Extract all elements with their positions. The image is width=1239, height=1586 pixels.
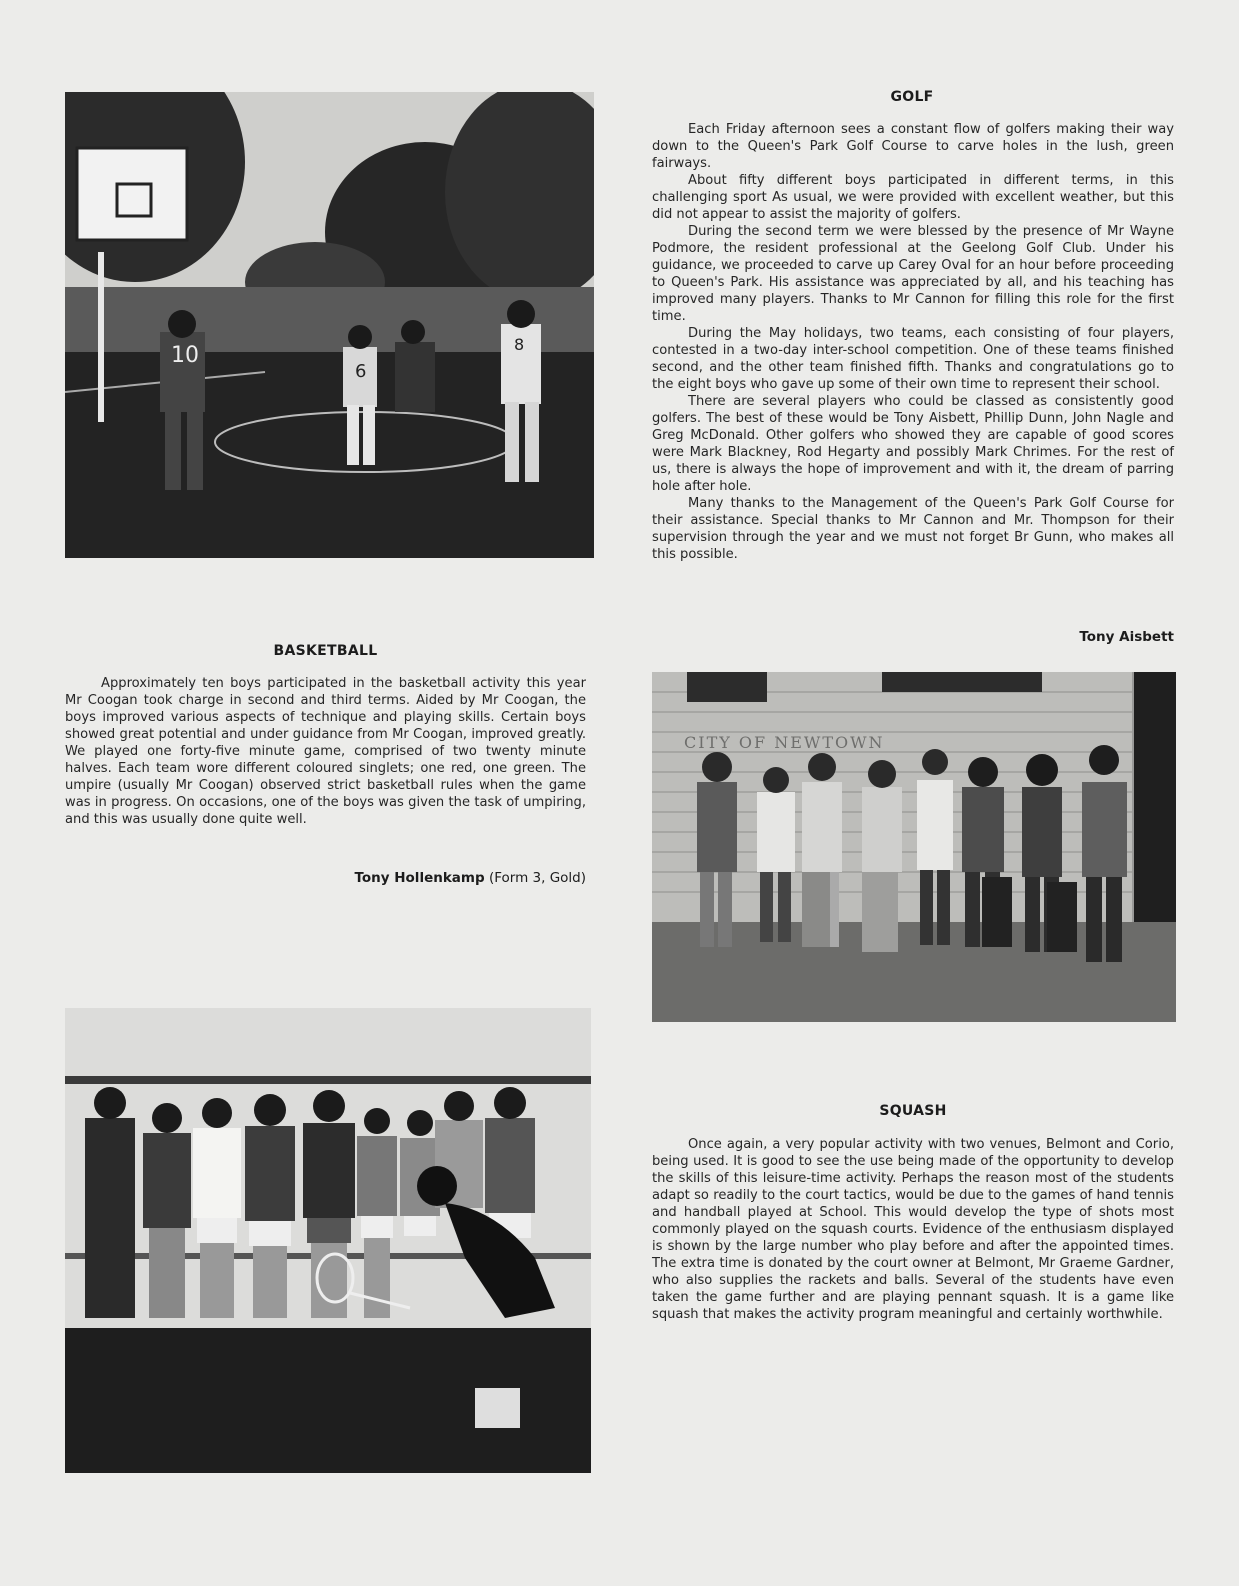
basketball-byline	[65, 870, 586, 886]
golf-wall-sign: CITY OF NEWTOWN	[684, 733, 885, 752]
jersey-number-8: 8	[514, 335, 525, 354]
golf-paragraph: During the May holidays, two teams, each consisting of four players, contested in a two-day inter-school competition. One of these teams finished second, and the other team finished fifth. Thanks and congratulations go to the eight boys who gave up some of their own time to represent their school.	[652, 326, 1174, 392]
golf-paragraph: About fifty different boys participated in different terms, in this challenging sport As usual, we were provided with excellent weather, but this did not appear to assist the majority of golfers.	[652, 173, 1174, 222]
basketball-heading: BASKETBALL	[273, 643, 378, 659]
golf-paragraph: Each Friday afternoon sees a constant flow of golfers making their way down to the Queen's Park Golf Course to carve holes in the lush, green fairways.	[652, 122, 1174, 171]
squash-heading: SQUASH	[879, 1103, 947, 1119]
golf-paragraph: During the second term we were blessed by the presence of Mr Wayne Podmore, the resident professional at the Geelong Golf Club. Under his guidance, we proceeded to carve up Carey Oval for an hour before proceeding to Queen's Park. His assistance was appreciated by all, and his teaching has improved many players. Thanks to Mr Cannon for filling this role for the first time.	[652, 224, 1174, 324]
jersey-number-6: 6	[355, 361, 367, 382]
basketball-author: Tony Hollenkamp	[354, 870, 485, 886]
golf-team-photo	[652, 672, 1176, 1022]
golf-author: Tony Aisbett	[1079, 629, 1174, 645]
squash-photo	[65, 1008, 591, 1473]
golf-paragraph: Many thanks to the Management of the Queen's Park Golf Course for their assistance. Special thanks to Mr Cannon and Mr. Thompson for their supervision through the year and we must not forget Br Gunn, who makes all this possible.	[652, 496, 1174, 562]
jersey-number-10: 10	[171, 343, 199, 368]
squash-paragraph: Once again, a very popular activity with two venues, Belmont and Corio, being used. It is good to see the use being made of the opportunity to develop the skills of this leisure-time activity. Perhaps the reason most of the students adapt so readily to the court tactics, would be due to the games of hand tennis and handball played at School. This would develop the type of shots most commonly played on the squash courts. Evidence of the enthusiasm displayed is shown by the large number who play before and after the appointed times. The extra time is donated by the court owner at Belmont, Mr Graeme Gardner, who also supplies the rackets and balls. Several of the students have even taken the game further and are playing pennant squash. It is a game like squash that makes the activity program meaningful and certainly worthwhile.	[652, 1137, 1174, 1322]
squash-article	[652, 1136, 1174, 1323]
golf-heading: GOLF	[890, 89, 934, 105]
golf-article	[652, 121, 1174, 563]
golf-byline	[652, 629, 1174, 645]
basketball-paragraph: Approximately ten boys participated in the basketball activity this year Mr Coogan took charge in second and third terms. Aided by Mr Coogan, the boys improved various aspects of technique and playing skills. Certain boys showed great potential and under guidance from Mr Coogan, improved greatly. We played one forty-five minute game, comprised of two twenty minute halves. Each team wore different coloured singlets; one red, one green. The umpire (usually Mr Coogan) observed strict basketball rules when the game was in progress. On occasions, one of the boys was given the task of umpiring, and this was usually done quite well.	[65, 676, 586, 827]
golf-paragraph: There are several players who could be classed as consistently good golfers. The best of these would be Tony Aisbett, Phillip Dunn, John Nagle and Greg McDonald. Other golfers who showed they are capable of good scores were Mark Blackney, Rod Hegarty and possibly Mark Chrimes. For the rest of us, there is always the hope of improvement and with it, the dream of parring hole after hole.	[652, 394, 1174, 494]
basketball-article	[65, 675, 586, 828]
basketball-author-note: (Form 3, Gold)	[488, 870, 586, 886]
basketball-photo	[65, 92, 594, 558]
